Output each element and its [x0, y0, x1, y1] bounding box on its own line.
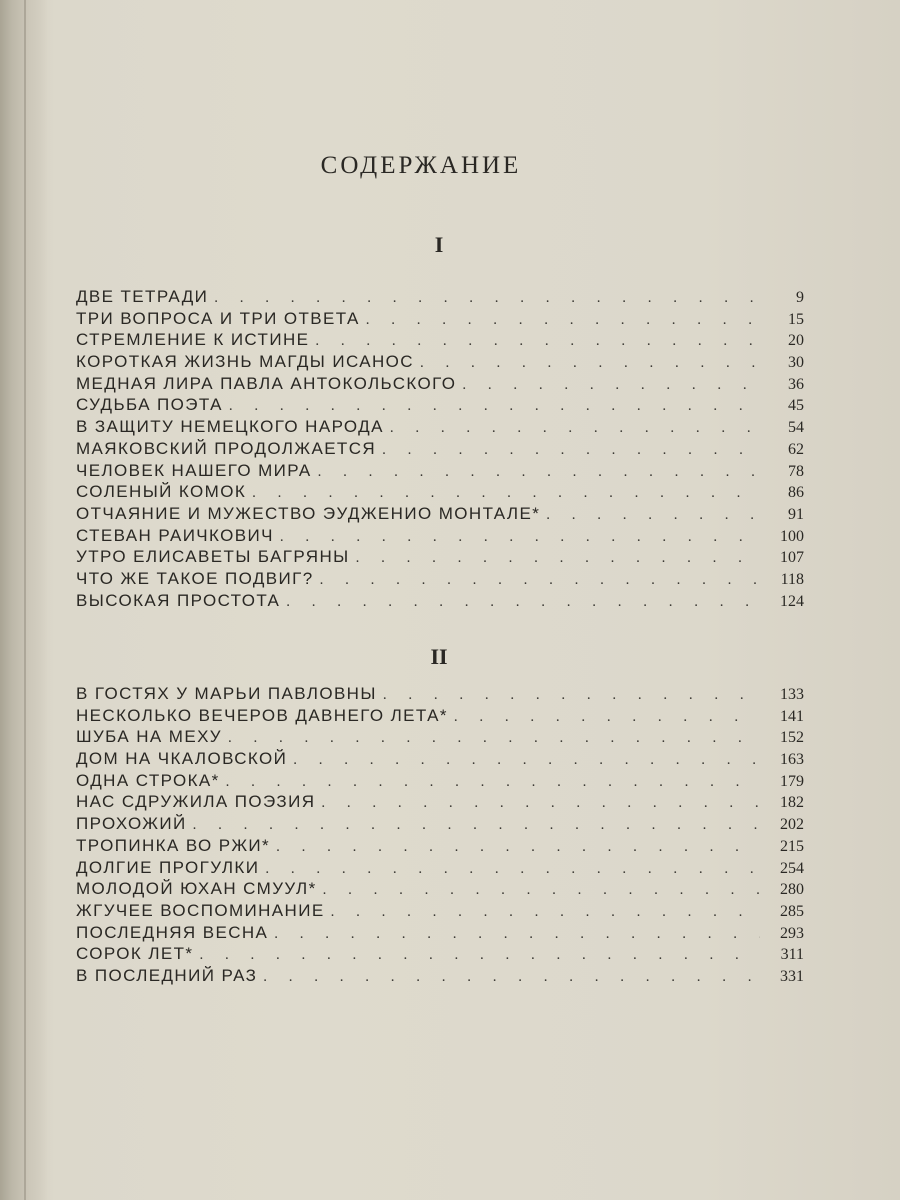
- toc-entry-page-number: 78: [788, 462, 804, 480]
- toc-entry: [76, 791, 804, 813]
- toc-entry-page-number: 215: [780, 837, 804, 855]
- toc-entry-title: ЧТО ЖЕ ТАКОЕ ПОДВИГ?: [76, 568, 314, 588]
- toc-entry: [76, 705, 804, 727]
- toc-entry: [76, 965, 804, 987]
- toc-entry-title: СТРЕМЛЕНИЕ К ИСТИНЕ: [76, 330, 310, 350]
- toc-entry: [76, 900, 804, 922]
- toc-entry: [76, 481, 804, 503]
- toc-entry: [76, 748, 804, 770]
- toc-entry-page-number: 20: [788, 332, 804, 350]
- toc-entry-title: ОТЧАЯНИЕ И МУЖЕСТВО ЭУДЖЕНИО МОНТАЛЕ*: [76, 503, 541, 523]
- toc-dot-leader: [276, 837, 760, 859]
- toc-entry-page-number: 107: [780, 549, 804, 567]
- toc-entry: [76, 525, 804, 547]
- toc-dot-leader: [390, 418, 760, 440]
- toc-dot-leader: [263, 967, 760, 989]
- toc-dot-leader: [226, 772, 760, 794]
- toc-entry-page-number: 30: [788, 354, 804, 372]
- toc-entry-title: МЕДНАЯ ЛИРА ПАВЛА АНТОКОЛЬСКОГО: [76, 373, 457, 393]
- toc-entry-title: В ГОСТЯХ У МАРЬИ ПАВЛОВНЫ: [76, 684, 377, 703]
- toc-entry: [76, 460, 804, 482]
- toc-entry-page-number: 124: [780, 592, 804, 610]
- toc-entry-page-number: 163: [780, 751, 804, 769]
- toc-entry-page-number: 133: [780, 686, 804, 703]
- toc-dot-leader: [383, 685, 760, 707]
- toc-dot-leader: [462, 375, 760, 397]
- toc-entry: [76, 438, 804, 460]
- toc-entry: [76, 546, 804, 568]
- toc-dot-leader: [321, 793, 760, 815]
- toc-entry: [76, 308, 804, 330]
- toc-dot-leader: [356, 548, 760, 570]
- toc-dot-leader: [265, 859, 760, 881]
- toc-dot-leader: [274, 924, 760, 946]
- toc-entry-page-number: 141: [780, 707, 804, 725]
- toc-entry-title: ПРОХОЖИЙ: [76, 814, 187, 834]
- toc-entry-title: ДОЛГИЕ ПРОГУЛКИ: [76, 857, 260, 877]
- toc-entry: [76, 590, 804, 612]
- toc-entry-title: НЕСКОЛЬКО ВЕЧЕРОВ ДАВНЕГО ЛЕТА*: [76, 705, 448, 725]
- toc-entry: [76, 770, 804, 792]
- toc-entry: [76, 329, 804, 351]
- toc-dot-leader: [252, 483, 760, 505]
- toc-dot-leader: [546, 505, 760, 527]
- toc-dot-leader: [420, 353, 760, 375]
- toc-entry: [76, 351, 804, 373]
- toc-entry-title: ВЫСОКАЯ ПРОСТОТА: [76, 590, 281, 610]
- toc-entry-page-number: 293: [780, 924, 804, 942]
- toc-entry-title: ЖГУЧЕЕ ВОСПОМИНАНИЕ: [76, 900, 325, 920]
- toc-entry-page-number: 54: [788, 419, 804, 437]
- toc-entry-title: ДОМ НА ЧКАЛОВСКОЙ: [76, 749, 288, 769]
- toc-entry-title: ДВЕ ТЕТРАДИ: [76, 287, 209, 306]
- toc-dot-leader: [318, 462, 760, 484]
- toc-dot-leader: [320, 570, 760, 592]
- toc-entry-title: НАС СДРУЖИЛА ПОЭЗИЯ: [76, 792, 316, 812]
- toc-entry: [76, 943, 804, 965]
- toc-entry-title: КОРОТКАЯ ЖИЗНЬ МАГДЫ ИСАНОС: [76, 352, 414, 372]
- toc-dot-leader: [286, 592, 760, 614]
- page-title: СОДЕРЖАНИЕ: [320, 152, 522, 179]
- section-label: II: [430, 644, 448, 669]
- toc-dot-leader: [366, 310, 760, 332]
- toc-entry-title: СТЕВАН РАИЧКОВИЧ: [76, 525, 274, 545]
- toc-entry: [76, 286, 804, 308]
- toc-entry-title: МОЛОДОЙ ЮХАН СМУУЛ*: [76, 879, 317, 899]
- toc-entry-title: СОЛЕНЫЙ КОМОК: [76, 482, 247, 502]
- toc-entry: [76, 394, 804, 416]
- toc-entry-page-number: 91: [788, 505, 804, 523]
- toc-entry-title: УТРО ЕЛИСАВЕТЫ БАГРЯНЫ: [76, 547, 350, 567]
- toc-entry-title: ТРОПИНКА ВО РЖИ*: [76, 835, 271, 855]
- toc-entry-page-number: 118: [780, 570, 804, 588]
- toc-entry-page-number: 179: [780, 772, 804, 790]
- toc-dot-leader: [199, 945, 760, 967]
- toc-dot-leader: [280, 527, 760, 549]
- page-gutter-line: [24, 0, 26, 1200]
- toc-entry-page-number: 152: [780, 729, 804, 747]
- toc-dot-leader: [228, 728, 760, 750]
- toc-entry: [76, 813, 804, 835]
- toc-entry-page-number: 86: [788, 484, 804, 502]
- toc-entry: [76, 416, 804, 438]
- toc-entry-title: В ПОСЛЕДНИЙ РАЗ: [76, 965, 258, 985]
- toc-entry-title: ПОСЛЕДНЯЯ ВЕСНА: [76, 922, 269, 942]
- toc-dot-leader: [331, 902, 760, 924]
- toc-entry: [76, 683, 804, 705]
- toc-entry-title: ЧЕЛОВЕК НАШЕГО МИРА: [76, 460, 312, 480]
- toc-entry-title: ОДНА СТРОКА*: [76, 770, 220, 790]
- toc-entry-page-number: 331: [780, 967, 804, 985]
- toc-entry: [76, 922, 804, 944]
- toc-dot-leader: [193, 815, 760, 837]
- toc-entry-title: СОРОК ЛЕТ*: [76, 944, 194, 964]
- toc-entry-page-number: 100: [780, 527, 804, 545]
- toc-entry: [76, 835, 804, 857]
- toc-entry-page-number: 202: [780, 816, 804, 834]
- toc-section-list: [76, 286, 804, 611]
- toc-dot-leader: [229, 396, 760, 418]
- toc-entry: [76, 857, 804, 879]
- toc-entry-page-number: 15: [788, 310, 804, 328]
- toc-entry-title: МАЯКОВСКИЙ ПРОДОЛЖАЕТСЯ: [76, 438, 377, 458]
- toc-entry-title: В ЗАЩИТУ НЕМЕЦКОГО НАРОДА: [76, 417, 384, 437]
- toc-entry: [76, 503, 804, 525]
- toc-entry-title: СУДЬБА ПОЭТА: [76, 395, 223, 415]
- toc-dot-leader: [454, 707, 760, 729]
- toc-section-list: [76, 683, 804, 987]
- toc-dot-leader: [382, 440, 760, 462]
- section-label: I: [434, 232, 444, 257]
- toc-entry: [76, 878, 804, 900]
- toc-entry-page-number: 36: [788, 375, 804, 393]
- toc-entry-page-number: 9: [796, 289, 804, 306]
- toc-entry-page-number: 285: [780, 902, 804, 920]
- toc-entry-title: ТРИ ВОПРОСА И ТРИ ОТВЕТА: [76, 308, 360, 328]
- toc-entry-title: ШУБА НА МЕХУ: [76, 727, 223, 747]
- table-of-contents: [76, 0, 804, 1200]
- toc-entry-page-number: 62: [788, 440, 804, 458]
- toc-entry: [76, 373, 804, 395]
- toc-entry: [76, 568, 804, 590]
- toc-dot-leader: [214, 288, 760, 310]
- toc-entry-page-number: 182: [780, 794, 804, 812]
- toc-entry: [76, 726, 804, 748]
- toc-entry-page-number: 280: [780, 881, 804, 899]
- toc-entry-page-number: 254: [780, 859, 804, 877]
- toc-dot-leader: [315, 331, 760, 353]
- toc-dot-leader: [293, 750, 760, 772]
- toc-entry-page-number: 45: [788, 397, 804, 415]
- toc-entry-page-number: 311: [780, 946, 804, 964]
- toc-dot-leader: [323, 880, 760, 902]
